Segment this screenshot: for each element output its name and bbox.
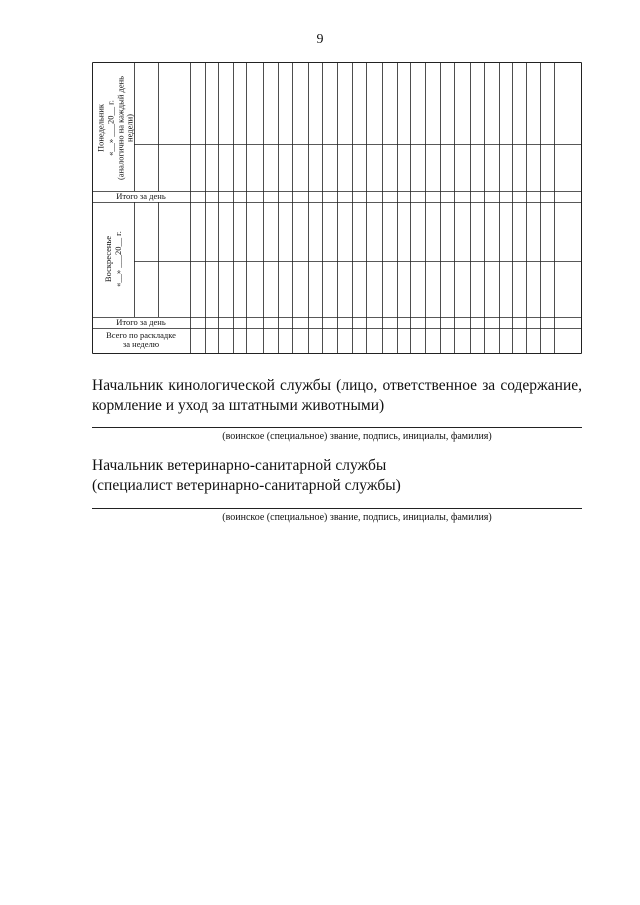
page-number: 9 — [316, 32, 324, 47]
signature-title-1: Начальник кинологической службы (лицо, ответственное за содержание, кормление и уход за штатными животными) — [92, 377, 582, 414]
signature-caption-2: (воинское (специальное) звание, подпись, инициалы, фамилия) — [222, 512, 492, 523]
total-day-label-1: Итого за день — [116, 191, 166, 201]
sunday-label: Воскресенье «__» ___20__ г. — [103, 231, 123, 287]
signature-block-2 — [92, 456, 582, 523]
week-total-label: Всего по раскладке за неделю — [106, 330, 176, 350]
signature-line-1[interactable] — [92, 427, 582, 428]
signature-title-2-line2: (специалист ветеринарно-санитарной службы) — [92, 477, 401, 494]
table-grid — [92, 62, 582, 354]
ration-table — [92, 62, 582, 354]
signature-block-1 — [92, 376, 582, 442]
signature-caption-1: (воинское (специальное) звание, подпись, инициалы, фамилия) — [222, 431, 492, 442]
signature-line-2[interactable] — [92, 508, 582, 509]
monday-label: Понедельник «__» ___20__ г. (аналогично на каждый день недели) — [95, 75, 135, 181]
signature-title-2-line1: Начальник ветеринарно-санитарной службы — [92, 457, 387, 474]
total-day-label-2: Итого за день — [116, 317, 166, 327]
